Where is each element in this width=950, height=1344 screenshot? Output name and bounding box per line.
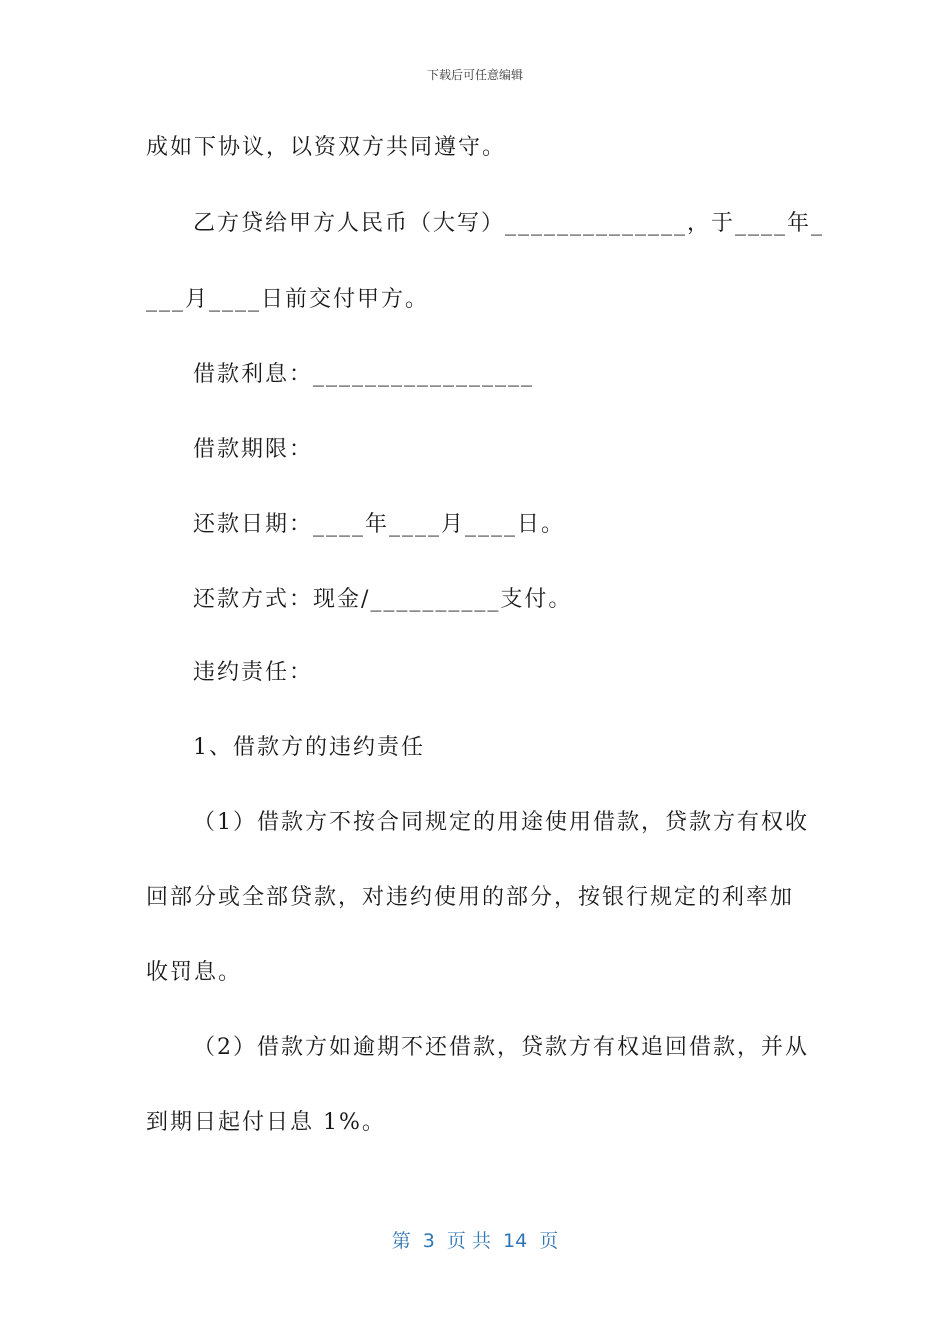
header-note: 下载后可任意编辑 [426,68,523,82]
paragraph-line-2: 乙方贷给甲方人民币（大写）______________，于____年_ [193,211,825,236]
paragraph-line-6: 还款日期：____年____月____日。 [193,512,566,537]
paragraph-line-8: 违约责任： [193,660,314,685]
paragraph-line-10: （1）借款方不按合同规定的用途使用借款，贷款方有权收 [193,810,809,835]
paragraph-line-13: （2）借款方如逾期不还借款，贷款方有权追回借款，并从 [193,1035,809,1060]
paragraph-line-14: 到期日起付日息 1%。 [146,1110,386,1135]
paragraph-line-5: 借款期限： [193,437,314,462]
paragraph-line-11: 回部分或全部贷款，对违约使用的部分，按银行规定的利率加 [146,885,795,910]
paragraph-line-9: 1、借款方的违约责任 [193,735,425,760]
paragraph-line-4: 借款利息：_________________ [193,362,535,387]
paragraph-line-3: ___月____日前交付甲方。 [146,287,430,312]
paragraph-line-12: 收罚息。 [146,960,243,985]
page-number-footer: 第 3 页 共 14 页 [391,1230,559,1252]
paragraph-line-1: 成如下协议，以资双方共同遵守。 [146,135,507,160]
paragraph-line-7: 还款方式：现金/__________支付。 [193,587,573,612]
